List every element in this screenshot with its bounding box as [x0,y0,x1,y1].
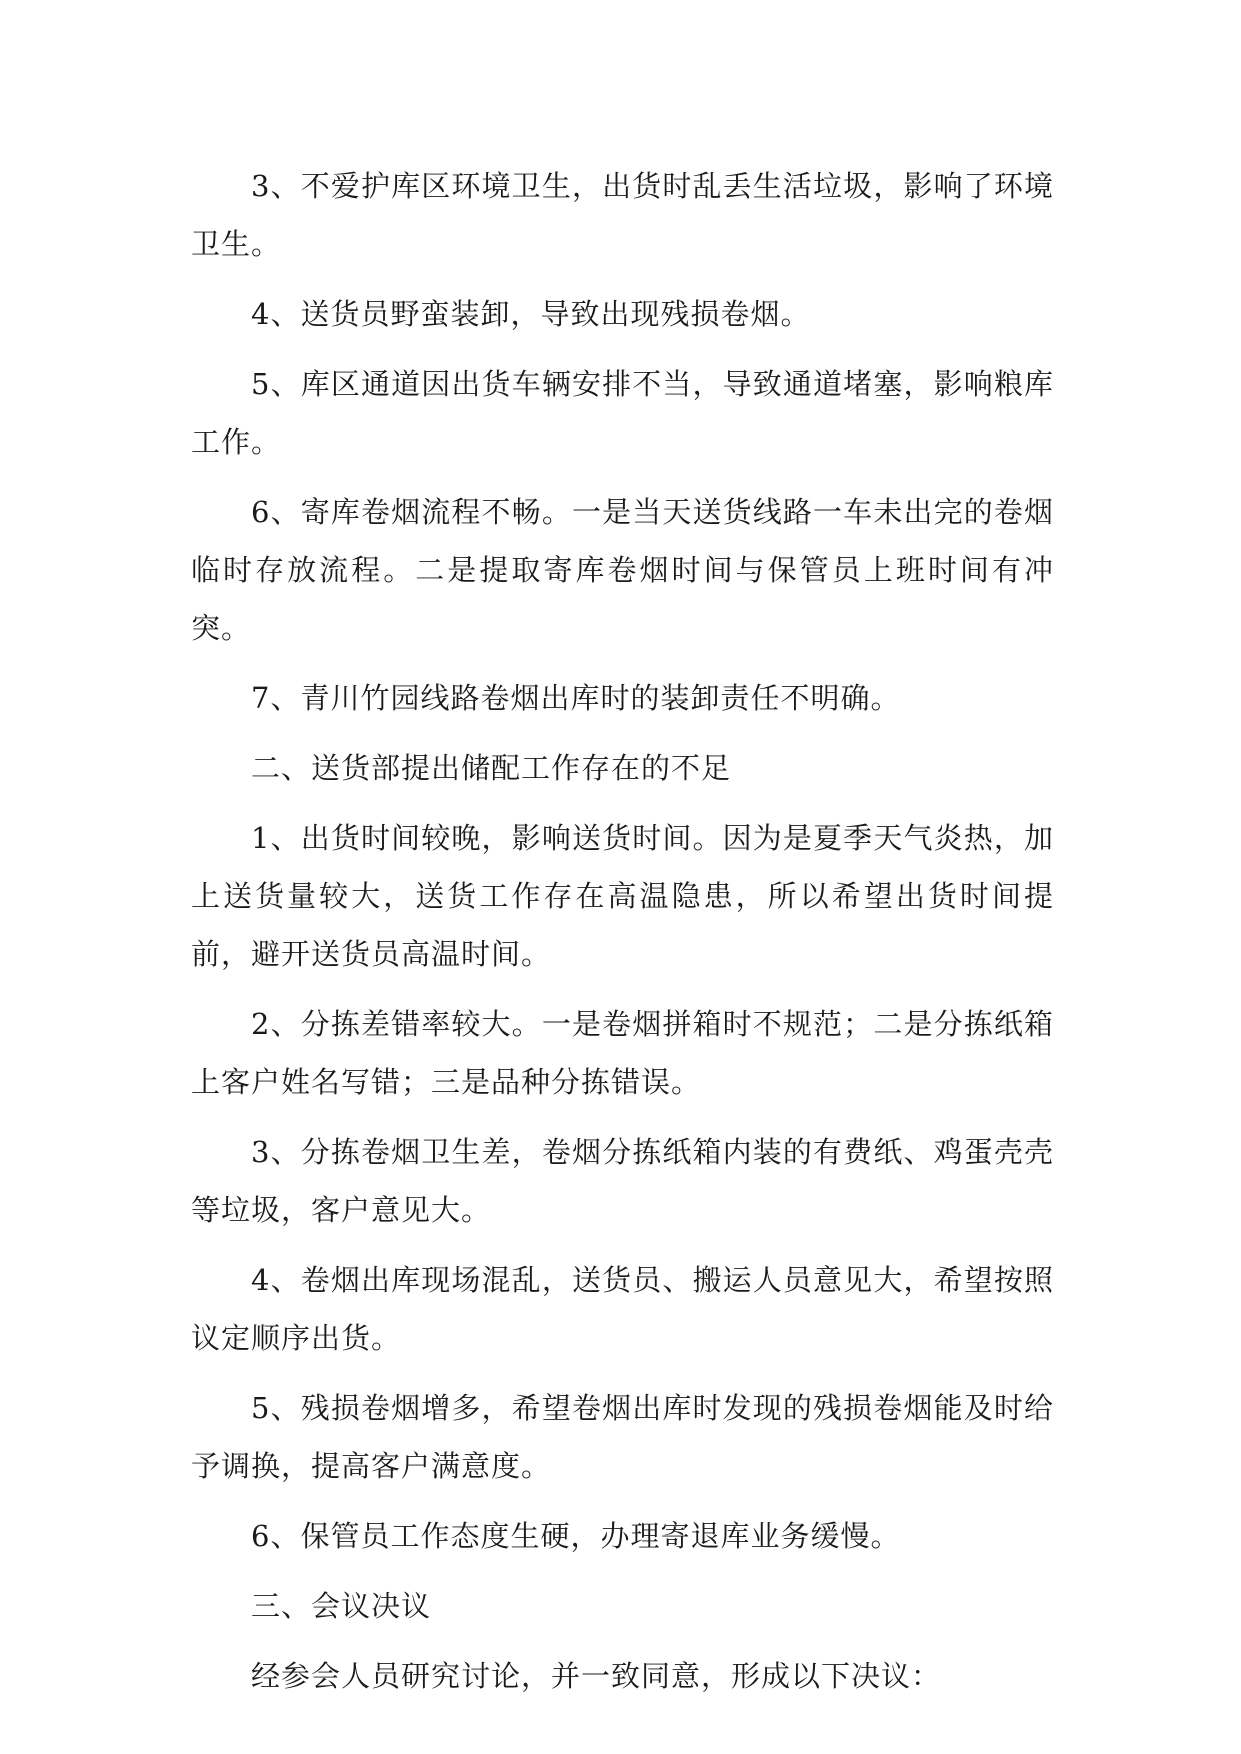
list-item: 经参会人员研究讨论，并一致同意，形成以下决议： [251,1659,942,1693]
list-item: 3、分拣卷烟卫生差，卷烟分拣纸箱内装的有费纸、鸡蛋壳壳等垃圾，客户意见大。 [191,1135,1054,1227]
list-item: 3、不爱护库区环境卫生，出货时乱丢生活垃圾，影响了环境卫生。 [191,169,1054,261]
list-item: 4、卷烟出库现场混乱，送货员、搬运人员意见大，希望按照议定顺序出货。 [191,1263,1054,1355]
list-item: 7、青川竹园线路卷烟出库时的装卸责任不明确。 [251,681,901,715]
list-item: 6、保管员工作态度生硬，办理寄退库业务缓慢。 [251,1519,901,1553]
document-body [191,157,1054,1717]
section-heading: 三、会议决议 [251,1589,432,1623]
list-item: 4、送货员野蛮装卸，导致出现残损卷烟。 [251,297,811,331]
section-heading: 二、送货部提出储配工作存在的不足 [251,751,732,785]
list-item: 1、出货时间较晚，影响送货时间。因为是夏季天气炎热，加上送货量较大，送货工作存在高温隐患，所以希望出货时间提前，避开送货员高温时间。 [191,821,1054,971]
list-item: 2、分拣差错率较大。一是卷烟拼箱时不规范；二是分拣纸箱上客户姓名写错；三是品种分拣错误。 [191,1007,1054,1099]
list-item: 6、寄库卷烟流程不畅。一是当天送货线路一车未出完的卷烟临时存放流程。二是提取寄库卷烟时间与保管员上班时间有冲突。 [191,495,1054,645]
list-item: 5、残损卷烟增多，希望卷烟出库时发现的残损卷烟能及时给予调换，提高客户满意度。 [191,1391,1054,1483]
list-item: 5、库区通道因出货车辆安排不当，导致通道堵塞，影响粮库工作。 [191,367,1054,459]
